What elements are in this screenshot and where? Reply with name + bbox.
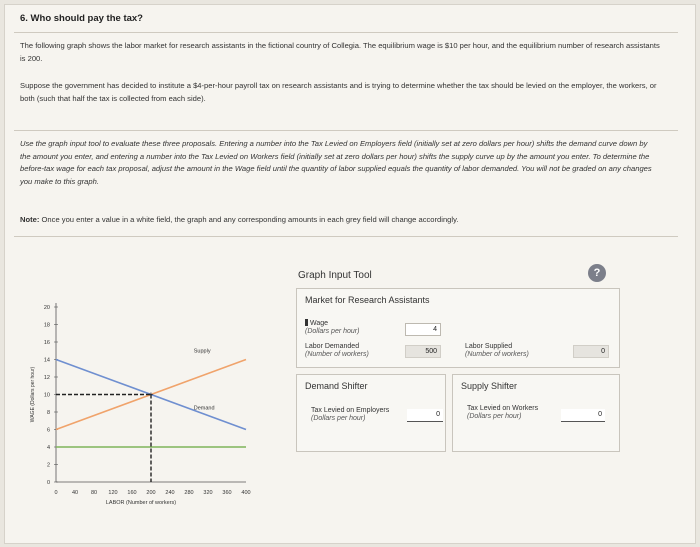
x-tick-label: 280 — [184, 490, 194, 496]
tax-employers-label: Tax Levied on Employers — [311, 407, 390, 414]
y-tick-label: 14 — [43, 357, 50, 364]
x-tick-label: 160 — [127, 490, 137, 496]
wage-sub: (Dollars per hour) — [305, 328, 360, 335]
question-title: 6. Who should pay the tax? — [20, 13, 143, 24]
labor-supplied-sub: (Number of workers) — [465, 351, 529, 358]
y-tick-label: 0 — [46, 480, 50, 486]
divider — [14, 130, 678, 131]
tax-workers-sub: (Dollars per hour) — [467, 413, 522, 420]
tax-workers-label-group — [467, 405, 547, 421]
x-axis-label: LABOR (Number of workers) — [105, 500, 177, 506]
supply-shifter-panel — [452, 374, 620, 452]
y-tick-label: 6 — [46, 427, 50, 434]
tax-workers-field[interactable]: 0 — [561, 409, 605, 422]
labor-demanded-label: Labor Demanded — [305, 343, 360, 350]
demand-curve-label: Demand — [193, 405, 215, 412]
market-title: Market for Research Assistants — [305, 295, 430, 305]
y-tick-label: 12 — [43, 375, 50, 381]
help-icon[interactable]: ? — [588, 264, 606, 282]
note-text: Once you enter a value in a white field, the graph and any corresponding amounts in each grey field will change accordingly. — [39, 215, 459, 224]
x-tick-label: 0 — [54, 490, 58, 496]
labor-market-graph[interactable] — [16, 295, 276, 525]
y-tick-label: 18 — [43, 322, 50, 329]
y-tick-label: 8 — [46, 410, 50, 416]
tax-employers-sub: (Dollars per hour) — [311, 415, 366, 422]
x-tick-label: 240 — [165, 490, 175, 496]
wage-label: Wage — [310, 320, 329, 327]
intro-paragraph: The following graph shows the labor market for research assistants in the fictional country of Collegia. The equilibrium wage is $10 per hour, and the equilibrium number of research assistants is 200. — [20, 41, 660, 63]
tool-title: Graph Input Tool — [298, 270, 372, 281]
tax-paragraph: Suppose the government has decided to institute a $4-per-hour payroll tax on research assistants and is trying to determine whether the tax should be levied on the employer, the workers, or both (such that half the tax is collected from each side). — [20, 81, 657, 103]
x-tick-label: 40 — [71, 490, 79, 496]
tax-employers-field[interactable]: 0 — [407, 409, 443, 422]
note-paragraph — [20, 214, 660, 227]
supply-curve-label: Supply — [193, 348, 211, 355]
labor-supplied-label: Labor Supplied — [465, 343, 513, 350]
demand-shifter-title: Demand Shifter — [305, 381, 368, 391]
labor-demanded-value: 500 — [405, 345, 441, 358]
instructions-paragraph: Use the graph input tool to evaluate these three proposals. Entering a number into the Tax Levied on Employers field (initially set at zero dollars per hour) shifts the demand curve down by the amount you enter, and entering a number into the Tax Levied on Workers field (initially set at zero dollars per hour) shifts the supply curve up by the amount you enter. To determine the before-tax wage for each tax proposal, adjust the amount in the Wage field until the quantity of labor supplied equals the quantity of labor demanded. You will not be graded on any changes you make to this graph. — [20, 139, 652, 186]
x-tick-label: 120 — [108, 490, 118, 496]
divider — [14, 236, 678, 237]
divider — [14, 32, 678, 33]
y-tick-label: 2 — [46, 462, 50, 469]
labor-demanded-sub: (Number of workers) — [305, 351, 369, 358]
wage-label-group — [305, 319, 359, 336]
y-axis-label: WAGE (Dollars per hour) — [30, 366, 36, 423]
wage-field[interactable]: 4 — [405, 323, 441, 336]
x-tick-label: 320 — [203, 490, 213, 496]
x-tick-label: 80 — [90, 490, 98, 496]
wage-marker-icon — [305, 319, 308, 326]
tax-employers-label-group — [311, 407, 391, 423]
y-tick-label: 20 — [43, 305, 50, 311]
x-tick-label: 360 — [222, 490, 232, 496]
x-tick-label: 200 — [146, 490, 156, 496]
x-tick-label: 400 — [241, 490, 251, 496]
tax-workers-label: Tax Levied on Workers — [467, 405, 539, 412]
demand-shifter-panel — [296, 374, 446, 452]
y-tick-label: 4 — [46, 445, 50, 451]
labor-supplied-value: 0 — [573, 345, 609, 358]
note-label: Note: — [20, 215, 40, 224]
supply-shifter-title: Supply Shifter — [461, 381, 518, 391]
y-tick-label: 16 — [43, 340, 50, 346]
equilibrium-point-marker: + — [148, 390, 154, 399]
market-panel — [296, 288, 620, 368]
y-tick-label: 10 — [43, 392, 50, 399]
labor-demanded-label-group — [305, 343, 369, 359]
labor-supplied-label-group — [465, 343, 529, 359]
